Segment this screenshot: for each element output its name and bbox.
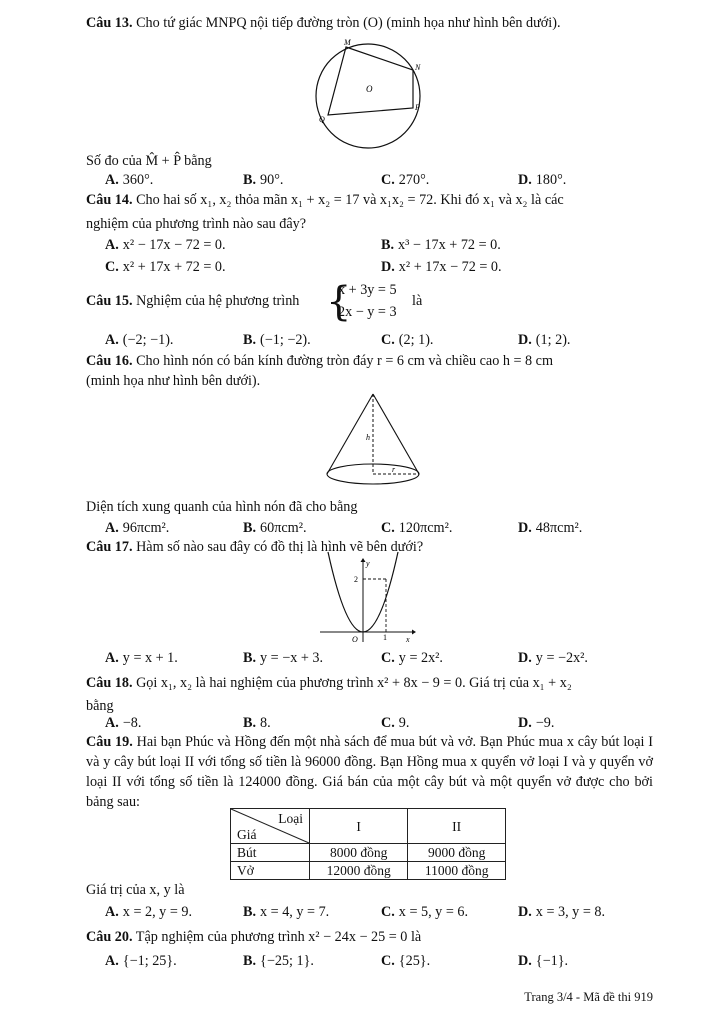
q15-tail: là xyxy=(412,293,423,309)
q19-row-2-name: Vở xyxy=(231,862,310,880)
q20-option-a[interactable]: A. {−1; 25}. xyxy=(105,953,177,969)
q18-option-c[interactable]: C. 9. xyxy=(381,715,410,731)
q19-row-1-value-1: 8000 đồng xyxy=(310,844,408,862)
q18-number: Câu 18. xyxy=(86,675,133,691)
q15-option-d[interactable]: D. (1; 2). xyxy=(518,332,571,348)
q19-row-2-value-1: 12000 đồng xyxy=(310,862,408,880)
q16-label-r: r xyxy=(392,465,396,474)
table-row xyxy=(231,862,506,880)
q14-option-d[interactable]: D. x² + 17x − 72 = 0. xyxy=(381,259,502,275)
q14-stem-line1 xyxy=(86,191,564,209)
q13-label-m: M xyxy=(344,38,351,47)
q14-option-a[interactable]: A. x² − 17x − 72 = 0. xyxy=(105,237,226,253)
q14-option-b[interactable]: B. x³ − 17x + 72 = 0. xyxy=(381,237,501,253)
q17-option-a[interactable]: A. y = x + 1. xyxy=(105,650,178,666)
q17-text: Hàm số nào sau đây có đồ thị là hình vẽ bên dưới? xyxy=(132,539,424,555)
q19-table-corner xyxy=(231,809,310,844)
q16-option-b[interactable]: B. 60πcm². xyxy=(243,520,307,536)
q20-number: Câu 20. xyxy=(86,929,133,945)
q19-row-1-value-2: 9000 đồng xyxy=(408,844,506,862)
q13-prompt: Số đo của M̂ + P̂ bằng xyxy=(86,153,212,169)
q13-option-a[interactable]: A. 360°. xyxy=(105,172,154,188)
q16-stem-line1 xyxy=(86,352,553,370)
page-footer: Trang 3/4 - Mã đề thi 919 xyxy=(524,990,653,1004)
q17-stem xyxy=(86,538,423,556)
q14-option-c[interactable]: C. x² + 17x + 72 = 0. xyxy=(105,259,226,275)
q16-text1: Cho hình nón có bán kính đường tròn đáy r = 6 cm và chiều cao h = 8 cm xyxy=(132,353,553,369)
q15-equation-1: x + 3y = 5 xyxy=(338,282,397,298)
q19-header-type: Loại xyxy=(278,811,303,826)
q13-label-q: Q xyxy=(319,115,325,124)
q17-option-d[interactable]: D. y = −2x². xyxy=(518,650,588,666)
q15-option-b[interactable]: B. (−1; −2). xyxy=(243,332,311,348)
q17-option-b[interactable]: B. y = −x + 3. xyxy=(243,650,324,666)
q19-number: Câu 19. xyxy=(86,734,133,750)
q19-row-2-value-2: 11000 đồng xyxy=(408,862,506,880)
q18-option-b[interactable]: B. 8. xyxy=(243,715,271,731)
q17-label-x: x xyxy=(406,635,410,644)
q17-tick-x: 1 xyxy=(383,633,387,642)
q19-stem xyxy=(86,732,653,812)
q16-prompt: Diện tích xung quanh của hình nón đã cho bằng xyxy=(86,499,358,515)
q13-stem xyxy=(86,14,561,32)
q19-header-price: Giá xyxy=(237,827,257,842)
q15-text: Nghiệm của hệ phương trình xyxy=(132,293,300,309)
table-row xyxy=(231,844,506,862)
q15-stem xyxy=(86,292,299,310)
q18-stem-line2: bằng xyxy=(86,698,114,714)
q19-price-table xyxy=(230,808,506,880)
q17-option-c[interactable]: C. y = 2x². xyxy=(381,650,443,666)
q15-option-c[interactable]: C. (2; 1). xyxy=(381,332,434,348)
q14-text1: Cho hai số x₁, x₂ thỏa mãn x₁ + x₂ = 17 và x₁x₂ = 72. Khi đó x₁ và x₂ là các xyxy=(132,192,564,208)
q13-label-o: O xyxy=(366,84,373,94)
q16-label-h: h xyxy=(366,433,370,442)
q19-col-1: I xyxy=(310,809,408,844)
q16-number: Câu 16. xyxy=(86,353,133,369)
q16-option-d[interactable]: D. 48πcm². xyxy=(518,520,583,536)
q17-number: Câu 17. xyxy=(86,539,133,555)
q16-option-a[interactable]: A. 96πcm². xyxy=(105,520,170,536)
q18-stem-line1 xyxy=(86,674,572,692)
q15-number: Câu 15. xyxy=(86,293,133,309)
q13-option-c[interactable]: C. 270°. xyxy=(381,172,430,188)
q19-option-d[interactable]: D. x = 3, y = 8. xyxy=(518,904,606,920)
q16-option-c[interactable]: C. 120πcm². xyxy=(381,520,453,536)
q19-prompt: Giá trị của x, y là xyxy=(86,882,185,898)
q19-paragraph: Hai bạn Phúc và Hồng đến một nhà sách để mua bút và vở. Bạn Phúc mua x cây bút loại I và y cây bút loại II với tổng số tiền là 96000 đồng. Bạn Hồng mua x quyển vở loại I và y quyển vở loại II với tổng số tiền là 124000 đồng. Giá bán của một cây bút và một quyển vở được cho bởi bảng sau: xyxy=(86,734,654,810)
q17-label-origin: O xyxy=(352,635,358,644)
q13-text: Cho tứ giác MNPQ nội tiếp đường tròn (O) (minh họa như hình bên dưới). xyxy=(132,15,561,31)
q17-label-y: y xyxy=(366,559,370,568)
q18-option-d[interactable]: D. −9. xyxy=(518,715,555,731)
q20-option-c[interactable]: C. {25}. xyxy=(381,953,431,969)
q18-option-a[interactable]: A. −8. xyxy=(105,715,142,731)
q15-equation-2: 2x − y = 3 xyxy=(338,304,397,320)
q19-row-1-name: Bút xyxy=(231,844,310,862)
q17-parabola-figure xyxy=(318,556,416,644)
q16-cone-figure xyxy=(322,390,424,490)
q20-option-b[interactable]: B. {−25; 1}. xyxy=(243,953,314,969)
q13-circle-figure xyxy=(312,40,424,152)
q20-option-d[interactable]: D. {−1}. xyxy=(518,953,569,969)
q13-number: Câu 13. xyxy=(86,15,133,31)
q16-stem-line2: (minh họa như hình bên dưới). xyxy=(86,373,261,389)
q13-option-b[interactable]: B. 90°. xyxy=(243,172,284,188)
q19-col-2: II xyxy=(408,809,506,844)
q19-option-b[interactable]: B. x = 4, y = 7. xyxy=(243,904,330,920)
q13-option-d[interactable]: D. 180°. xyxy=(518,172,567,188)
q15-system-brace: { xyxy=(326,279,352,325)
q20-stem xyxy=(86,928,421,946)
q19-option-c[interactable]: C. x = 5, y = 6. xyxy=(381,904,469,920)
q13-label-n: N xyxy=(415,63,421,72)
q18-text1: Gọi x₁, x₂ là hai nghiệm của phương trình x² + 8x − 9 = 0. Giá trị của x₁ + x₂ xyxy=(132,675,572,691)
q14-stem-line2: nghiệm của phương trình nào sau đây? xyxy=(86,216,307,232)
q17-tick-y: 2 xyxy=(354,575,358,584)
q20-text: Tập nghiệm của phương trình x² − 24x − 25 = 0 là xyxy=(132,929,422,945)
q15-option-a[interactable]: A. (−2; −1). xyxy=(105,332,174,348)
q19-option-a[interactable]: A. x = 2, y = 9. xyxy=(105,904,193,920)
q13-label-p: P xyxy=(415,103,420,112)
q14-number: Câu 14. xyxy=(86,192,133,208)
